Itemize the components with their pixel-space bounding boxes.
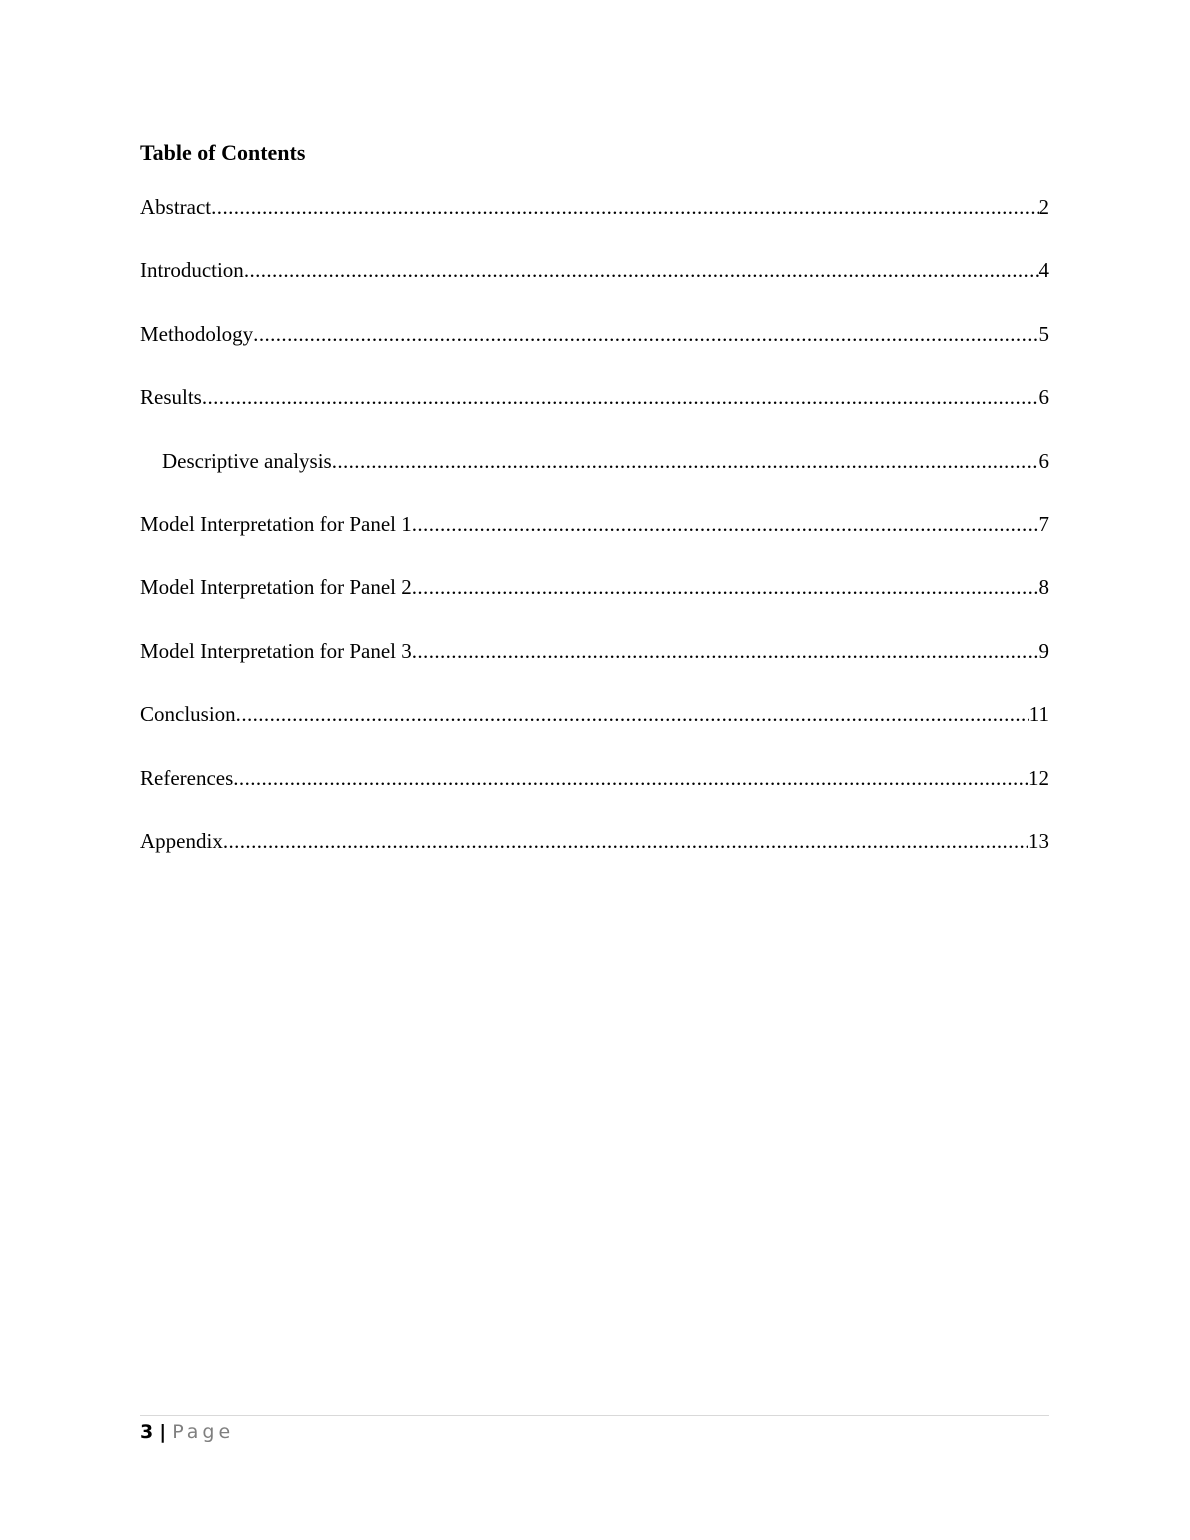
toc-entry-page: 7	[1038, 511, 1049, 536]
toc-entry-references[interactable]	[140, 764, 1049, 827]
toc-entry-model-panel-2[interactable]	[140, 573, 1049, 636]
toc-entry-page: 4	[1038, 258, 1049, 283]
toc-entry-model-panel-3[interactable]	[140, 637, 1049, 700]
toc-entry-page: 11	[1028, 702, 1049, 727]
footer-page-label: Page	[172, 1421, 235, 1443]
footer-separator: |	[159, 1421, 167, 1443]
toc-entry-page: 12	[1028, 765, 1049, 790]
toc-entry-results[interactable]	[140, 383, 1049, 446]
toc-dot-leader	[236, 700, 1029, 728]
toc-entry-title: Conclusion	[140, 702, 236, 727]
toc-entry-page: 6	[1038, 385, 1049, 410]
toc-entry-title: Appendix	[140, 828, 223, 853]
toc-entry-introduction[interactable]	[140, 256, 1049, 319]
toc-entry-title: Results	[140, 385, 202, 410]
toc-entry-conclusion[interactable]	[140, 700, 1049, 763]
toc-entry-page: 9	[1038, 638, 1049, 663]
toc-dot-leader	[211, 193, 1038, 221]
toc-entry-page: 2	[1038, 195, 1049, 219]
toc-entry-page: 8	[1038, 575, 1049, 600]
toc-entry-appendix[interactable]	[140, 827, 1049, 890]
toc-dot-leader	[202, 383, 1039, 411]
toc-entry-descriptive-analysis[interactable]	[140, 447, 1049, 510]
toc-entry-title: Methodology	[140, 321, 254, 346]
toc-dot-leader	[253, 320, 1038, 348]
footer-page-number: 3	[140, 1421, 154, 1443]
toc-dot-leader	[223, 827, 1028, 855]
toc-dot-leader	[244, 256, 1039, 284]
toc-entry-page: 6	[1038, 448, 1049, 473]
toc-entry-title: References	[140, 765, 234, 790]
toc-entry-page: 13	[1028, 828, 1049, 853]
toc-entry-page: 5	[1038, 321, 1049, 346]
toc-entry-abstract[interactable]	[140, 193, 1049, 256]
toc-dot-leader	[412, 637, 1039, 665]
toc-heading: Table of Contents	[140, 140, 306, 165]
toc-dot-leader	[412, 573, 1039, 601]
toc-entry-title: Model Interpretation for Panel 1	[140, 511, 412, 536]
toc-dot-leader	[233, 764, 1028, 792]
toc-dot-leader	[332, 447, 1039, 475]
toc-entry-title: Descriptive analysis	[162, 448, 332, 473]
toc-entry-title: Abstract	[140, 195, 212, 219]
toc-entry-methodology[interactable]	[140, 320, 1049, 383]
page-footer	[140, 1420, 234, 1444]
toc-list	[140, 193, 1049, 890]
toc-entry-title: Model Interpretation for Panel 2	[140, 575, 412, 600]
footer-divider	[140, 1415, 1049, 1416]
toc-entry-model-panel-1[interactable]	[140, 510, 1049, 573]
toc-entry-title: Model Interpretation for Panel 3	[140, 638, 412, 663]
toc-entry-title: Introduction	[140, 258, 244, 283]
toc-dot-leader	[412, 510, 1039, 538]
